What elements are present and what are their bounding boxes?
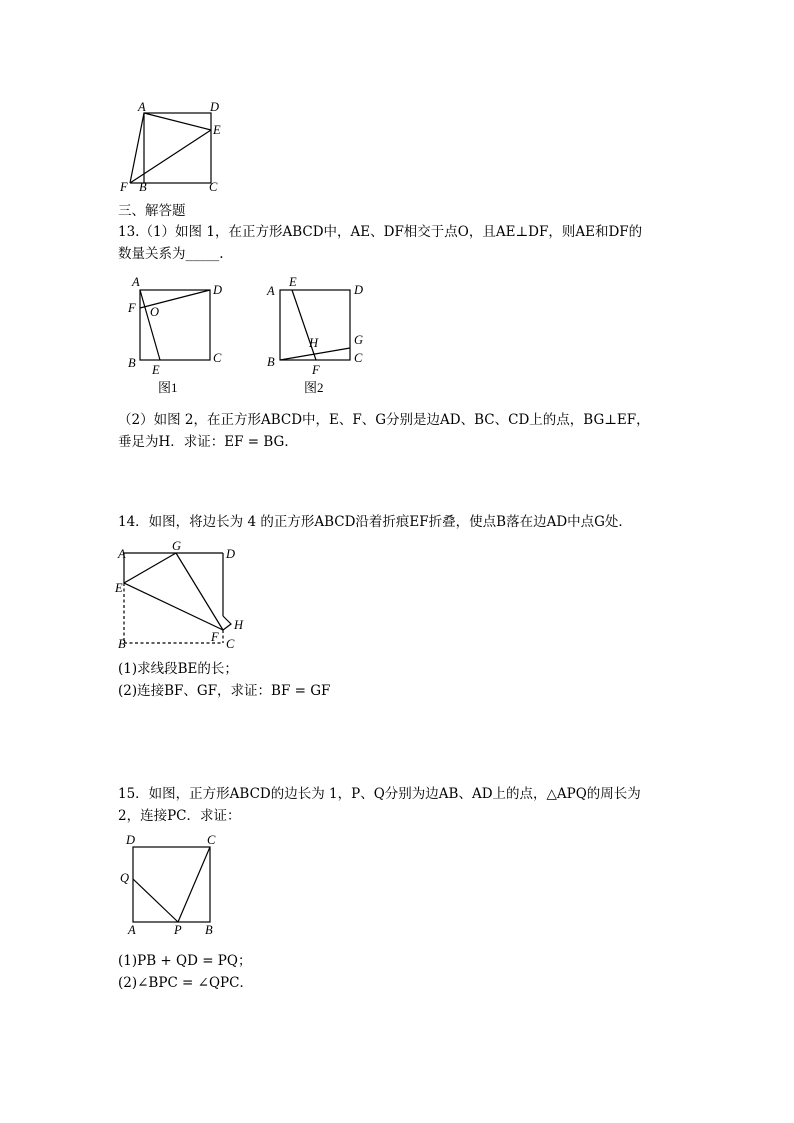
label-e: E — [115, 581, 123, 595]
segment-qp — [133, 879, 178, 922]
square-abcd — [144, 113, 211, 183]
label-b: B — [128, 356, 136, 370]
label-a: A — [128, 923, 136, 937]
segment-eg — [124, 553, 176, 583]
q13-stem-line1: 13.（1）如图 1，在正方形ABCD中，AE、DF相交于点O，且AE⊥DF，则AE和DF的 — [118, 224, 643, 240]
label-b: B — [267, 355, 275, 369]
label-h: H — [309, 336, 319, 350]
label-d: D — [226, 547, 236, 561]
q15-stem-line1: 15．如图，正方形ABCD的边长为 1，P、Q分别为边AB、AD上的点，△APQ的周长为 — [118, 786, 641, 802]
label-d: D — [210, 100, 220, 114]
section-heading: 三、解答题 — [118, 203, 186, 219]
segment-ae — [140, 290, 160, 360]
label-c: C — [213, 351, 222, 365]
q14-part2: (2)连接BF、GF，求证：BF = GF — [118, 683, 331, 699]
label-c: C — [207, 833, 216, 847]
label-b: B — [118, 637, 126, 651]
q15-part2: (2)∠BPC = ∠QPC． — [118, 975, 253, 991]
q15-stem-line2: 2，连接PC．求证： — [118, 808, 241, 824]
q13-part2-line1: （2）如图 2，在正方形ABCD中，E、F、G分别是边AD、BC、CD上的点，BG⊥EF， — [118, 412, 650, 428]
label-d: D — [126, 833, 136, 847]
label-a: A — [138, 100, 146, 114]
label-p: P — [174, 923, 182, 937]
label-f: F — [128, 301, 136, 315]
label-h: H — [234, 618, 244, 632]
segment-fa — [130, 113, 144, 183]
label-c: C — [354, 351, 363, 365]
q15-part1: (1)PB + QD = PQ； — [118, 953, 252, 969]
label-a: A — [118, 547, 126, 561]
figure-q12 — [110, 98, 240, 198]
label-g: G — [354, 333, 364, 347]
q14-stem: 14．如图，将边长为 4 的正方形ABCD沿着折痕EF折叠，使点B落在边AD中点G处． — [118, 514, 632, 530]
square-abcd — [133, 847, 210, 922]
segment-h — [223, 616, 231, 630]
q13-part2-line2: 垂足为H．求证：EF = BG． — [118, 434, 298, 450]
label-q: Q — [120, 871, 130, 885]
label-e: E — [152, 363, 160, 377]
segment-pc — [178, 847, 210, 922]
figure-q14 — [110, 536, 260, 656]
label-b: B — [205, 923, 213, 937]
figure-q13-fig2 — [262, 272, 382, 397]
label-e: E — [289, 275, 297, 289]
fig1-caption: 图1 — [158, 380, 178, 395]
fig2-caption: 图2 — [304, 380, 324, 395]
segment-ae — [144, 113, 211, 130]
label-f: F — [120, 180, 128, 194]
label-b: B — [139, 180, 147, 194]
label-a: A — [267, 284, 275, 298]
label-a: A — [132, 275, 140, 289]
label-f: F — [211, 630, 219, 644]
q13-stem-line2: 数量关系为_____. — [118, 246, 224, 262]
label-d: D — [354, 283, 364, 297]
segment-ef — [130, 130, 211, 183]
label-e: E — [213, 123, 221, 137]
label-o: O — [150, 305, 160, 319]
figure-q15 — [110, 832, 230, 942]
figure-q13-fig1 — [118, 272, 238, 397]
label-f: F — [312, 363, 320, 377]
q14-part1: (1)求线段BE的长； — [118, 661, 238, 677]
label-d: D — [213, 283, 223, 297]
label-c: C — [209, 180, 218, 194]
label-c: C — [226, 637, 235, 651]
label-g: G — [172, 539, 182, 553]
